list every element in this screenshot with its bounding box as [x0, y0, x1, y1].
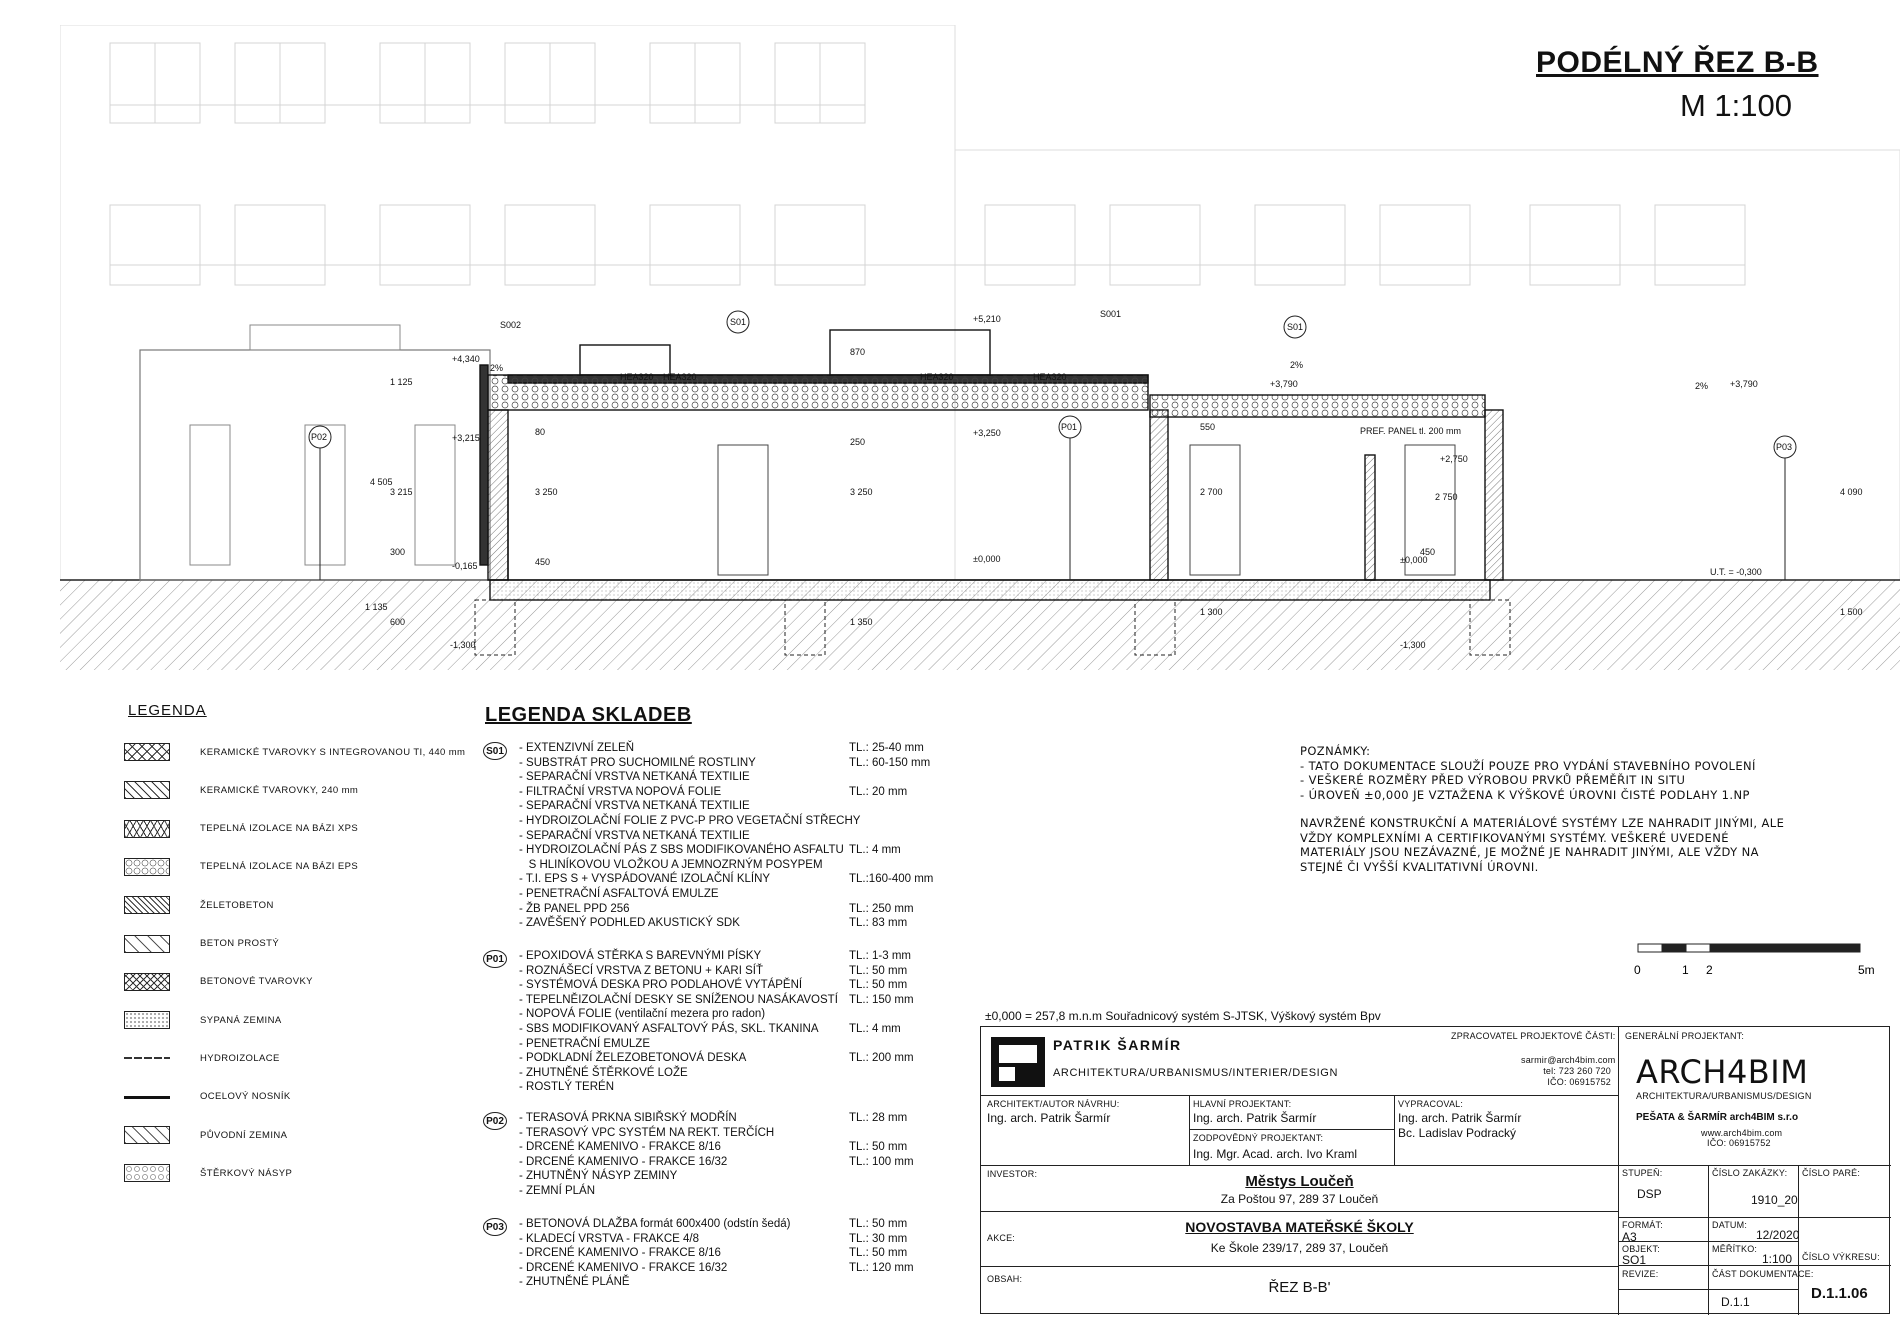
layer-thickness: TL.: 30 mm	[849, 1232, 908, 1245]
label-p03: P03	[1776, 442, 1793, 452]
layer-thickness: TL.: 50 mm	[849, 1218, 908, 1230]
architect-value: Ing. arch. Patrik Šarmír	[987, 1111, 1111, 1125]
legend-label: KERAMICKÉ TVAROVKY, 240 mm	[200, 784, 359, 796]
dim-20: 550	[1200, 422, 1216, 432]
object-label: OBJEKT:	[1622, 1244, 1660, 1254]
layer-row	[519, 1218, 908, 1232]
layer-group-code: P01	[483, 950, 507, 968]
layer-text: - DRCENÉ KAMENIVO - FRAKCE 16/32	[519, 1261, 728, 1274]
general-designer-firm: PEŠATA & ŠARMÍR arch4BIM s.r.o	[1636, 1112, 1799, 1123]
stage-value: DSP	[1637, 1187, 1662, 1201]
layer-group-code: S01	[483, 742, 507, 760]
label-hea4: HEA320	[1033, 372, 1067, 382]
layer-text: - SEPARAČNÍ VRSTVA NETKANÁ TEXTILIE	[519, 829, 750, 842]
layer-text: - SEPARAČNÍ VRSTVA NETKANÁ TEXTILIE	[519, 771, 750, 784]
lead-designer-label: HLAVNÍ PROJEKTANT:	[1193, 1099, 1292, 1109]
layer-row	[519, 1067, 688, 1081]
date-label: DATUM:	[1712, 1220, 1748, 1230]
background-windows	[110, 43, 1745, 285]
layer-group-code: P02	[483, 1112, 507, 1130]
legend-swatch	[124, 1049, 170, 1067]
notes-para-4: STEJNÉ ČI VYŠŠÍ KVALITATIVNÍ ÚROVNI.	[1300, 859, 1539, 874]
layer-thickness: TL.: 50 mm	[849, 979, 908, 992]
order-number-value: 1910_20	[1751, 1193, 1798, 1207]
label-pref-panel: PREF. PANEL tl. 200 mm	[1360, 426, 1462, 436]
architect-label: ARCHITEKT/AUTOR NÁVRHU:	[987, 1099, 1120, 1109]
legend-swatch	[124, 743, 170, 761]
responsible-designer-label: ZODPOVĚDNÝ PROJEKTANT:	[1193, 1133, 1324, 1143]
notes-line-2: - VEŠKERÉ ROZMĚRY PŘED VÝROBOU PRVKŮ PŘEMĚŘIT IN SITU	[1300, 773, 1686, 787]
layer-row	[519, 1170, 677, 1184]
layer-thickness: TL.: 1-3 mm	[849, 950, 911, 962]
label-hea3: HEA320	[920, 372, 954, 382]
legend-swatch	[124, 896, 170, 914]
layer-text: - DRCENÉ KAMENIVO - FRAKCE 8/16	[519, 1141, 721, 1154]
investor-label: INVESTOR:	[987, 1169, 1038, 1179]
layer-row	[519, 771, 750, 785]
level-9: +2,750	[1440, 454, 1468, 464]
legend-label: PŮVODNÍ ZEMINA	[200, 1129, 288, 1141]
dim-7: 450	[535, 557, 551, 567]
zpracovatel-email: sarmir@arch4bim.com	[1521, 1055, 1616, 1065]
label-s001: S001	[1100, 309, 1122, 319]
layer-thickness: TL.: 50 mm	[849, 1141, 908, 1154]
investor-address: Za Poštou 97, 289 37 Loučeň	[1220, 1192, 1379, 1206]
layer-text: - ZHUTNĚNÝ NÁSYP ZEMINY	[519, 1170, 678, 1183]
layer-row	[519, 1052, 914, 1066]
label-s002: S002	[500, 320, 522, 330]
slope-1: 2%	[490, 363, 504, 373]
legend-item	[124, 741, 465, 763]
section-drawing	[60, 25, 1900, 670]
dim-15: 2 750	[1435, 492, 1458, 502]
content-value: ŘEZ B-B'	[1268, 1279, 1331, 1296]
notes-para-2: VŽDY KOMPLEXNÍMI A CERTIFIKOVANÝMI SYSTÉMY. VEŠKERÉ UVEDENÉ	[1300, 830, 1729, 845]
general-designer-web: www.arch4bim.com	[1701, 1128, 1783, 1138]
lead-designer-value: Ing. arch. Patrik Šarmír	[1193, 1111, 1317, 1125]
legend-item	[124, 1086, 291, 1108]
legend-swatch	[124, 1126, 170, 1144]
revision-label: REVIZE:	[1622, 1269, 1659, 1279]
scale-value: 1:100	[1762, 1252, 1793, 1266]
layer-row	[519, 1127, 774, 1141]
layer-text: - ROSTLÝ TERÉN	[519, 1081, 614, 1094]
firm-name: PATRIK ŠARMÍR	[1053, 1037, 1182, 1053]
notes	[1300, 744, 1784, 874]
dim-6: 600	[390, 617, 406, 627]
layer-text: - DRCENÉ KAMENIVO - FRAKCE 16/32	[519, 1155, 728, 1168]
layer-row	[519, 830, 750, 844]
label-s01b: S01	[1287, 322, 1304, 332]
layer-row	[519, 1008, 765, 1022]
layer-row	[519, 1155, 914, 1170]
prepared-by-label: VYPRACOVAL:	[1398, 1099, 1464, 1109]
order-number-label: ČÍSLO ZAKÁZKY:	[1712, 1168, 1788, 1178]
legend-label: ŽELETOBETON	[200, 899, 274, 911]
legend-label: BETONOVÉ TVAROVKY	[200, 976, 313, 988]
content-label: OBSAH:	[987, 1274, 1023, 1284]
layer-thickness: TL.: 83 mm	[849, 917, 908, 930]
layers-title: LEGENDA SKLADEB	[485, 704, 692, 726]
notes-para-1: NAVRŽENÉ KONSTRUKČNÍ A MATERIÁLOVÉ SYSTÉMY LZE NAHRADIT JINÝMI, ALE	[1300, 816, 1785, 830]
layer-text: - BETONOVÁ DLAŽBA formát 600x400 (odstín šedá)	[519, 1218, 791, 1230]
project-value: NOVOSTAVBA MATEŘSKÉ ŠKOLY	[1185, 1219, 1414, 1235]
drawing-title: PODÉLNÝ ŘEZ B-B	[1536, 46, 1819, 79]
layer-thickness: TL.: 4 mm	[849, 1023, 901, 1035]
legend-item	[124, 1009, 282, 1031]
format-label: FORMÁT:	[1622, 1220, 1663, 1230]
dim-3: 4 505	[370, 477, 393, 487]
layer-row	[519, 859, 823, 873]
layer-row	[519, 917, 908, 931]
legend-swatch	[124, 820, 170, 838]
legend-item	[124, 933, 279, 955]
legend-label: KERAMICKÉ TVAROVKY S INTEGROVANOU TI, 440 mm	[200, 746, 466, 758]
layer-thickness: TL.: 25-40 mm	[849, 742, 924, 754]
legend-label: OCELOVÝ NOSNÍK	[200, 1091, 291, 1103]
dim-19: 450	[1420, 547, 1436, 557]
layer-text: - ZEMNÍ PLÁN	[519, 1185, 596, 1197]
layer-text: - FILTRAČNÍ VRSTVA NOPOVÁ FOLIE	[519, 785, 722, 798]
layer-text: - ZHUTNĚNÉ PLÁNĚ	[519, 1276, 630, 1289]
dim-4: 300	[390, 547, 406, 557]
level-8: +3,790	[1270, 379, 1298, 389]
zpracovatel-label: ZPRACOVATEL PROJEKTOVÉ ČÁSTI:	[1451, 1031, 1616, 1041]
layer-text: - TERASOVÁ PRKNA SIBIŘSKÝ MODŘÍN	[519, 1112, 737, 1124]
layer-thickness: TL.: 60-150 mm	[849, 756, 931, 769]
layer-row	[519, 815, 860, 829]
layer-text: - T.I. EPS S + VYSPÁDOVANÉ IZOLAČNÍ KLÍNY	[519, 873, 771, 886]
dim-8: 3 250	[535, 487, 558, 497]
investor-value: Městys Loučeň	[1245, 1173, 1354, 1190]
level-7: ±0,000	[973, 554, 1001, 564]
layer-row	[519, 993, 914, 1008]
layer-row	[519, 756, 931, 771]
label-s01a: S01	[730, 317, 747, 327]
slope-3: 2%	[1695, 381, 1709, 391]
level-4: -1,300	[450, 640, 476, 650]
stage-label: STUPEŇ:	[1622, 1168, 1663, 1178]
layer-text: - KLADECÍ VRSTVA - FRAKCE 4/8	[519, 1232, 700, 1245]
scale-bar	[1630, 940, 1890, 990]
legend-swatch	[124, 781, 170, 799]
layer-text: - TERASOVÝ VPC SYSTÉM NA REKT. TERČÍCH	[519, 1126, 775, 1139]
layer-text: - HYDROIZOLAČNÍ FOLIE Z PVC-P PRO VEGETAČNÍ STŘECHY	[519, 815, 861, 827]
layer-row	[519, 844, 901, 858]
layer-text: - PODKLADNÍ ŽELEZOBETONOVÁ DESKA	[519, 1052, 747, 1065]
layer-thickness: TL.: 20 mm	[849, 785, 908, 798]
dim-9: 80	[535, 427, 546, 437]
layer-thickness: TL.: 250 mm	[849, 902, 914, 915]
layer-text: - PENETRAČNÍ EMULZE	[519, 1037, 650, 1050]
legend-title: LEGENDA	[128, 702, 207, 719]
layer-thickness: TL.: 50 mm	[849, 1247, 908, 1260]
level-2: +3,215	[452, 433, 480, 443]
layer-row	[519, 1185, 595, 1199]
layer-row	[519, 1112, 908, 1126]
layer-row	[519, 742, 924, 756]
label-hea1: HEA320	[620, 372, 654, 382]
general-designer-ico: IČO: 06915752	[1707, 1138, 1771, 1148]
object-value: SO1	[1622, 1253, 1647, 1267]
layer-row	[519, 785, 908, 800]
layer-row	[519, 873, 934, 887]
legend-label: TEPELNÁ IZOLACE NA BÁZI XPS	[200, 823, 359, 835]
layer-row	[519, 1081, 614, 1095]
date-value: 12/2020	[1756, 1228, 1800, 1242]
scale-tick-5: 5m	[1858, 963, 1875, 977]
level-13: -1,300	[1400, 640, 1426, 650]
legend-item	[124, 894, 274, 916]
dim-5: 1 135	[365, 602, 388, 612]
zpracovatel-ico: IČO: 06915752	[1547, 1077, 1611, 1087]
doc-part-label: ČÁST DOKUMENTACE:	[1712, 1269, 1814, 1279]
legend-label: SYPANÁ ZEMINA	[200, 1014, 282, 1026]
legend-swatch	[124, 973, 170, 991]
legend-label: TEPELNÁ IZOLACE NA BÁZI EPS	[200, 861, 359, 873]
label-p02: P02	[311, 432, 328, 442]
level-11: +3,790	[1730, 379, 1758, 389]
layer-text: - ROZNÁŠECÍ VRSTVA Z BETONU + KARI SÍŤ	[519, 964, 763, 977]
dim-11: 3 250	[850, 487, 873, 497]
drawing-scale: M 1:100	[1680, 88, 1793, 123]
layer-text: - SBS MODIFIKOVANÝ ASFALTOVÝ PÁS, SKL. TKANINA	[519, 1023, 819, 1035]
layer-text: - EXTENZIVNÍ ZELEŇ	[519, 742, 635, 754]
layer-row	[519, 888, 719, 902]
general-designer-label: GENERÁLNÍ PROJEKTANT:	[1625, 1031, 1745, 1041]
layer-text: - HYDROIZOLAČNÍ PÁS Z SBS MODIFIKOVANÉHO ASFALTU	[519, 844, 844, 857]
layer-thickness: TL.: 4 mm	[849, 844, 901, 857]
layer-text: - ŽB PANEL PPD 256	[519, 902, 630, 915]
doc-part-value: D.1.1	[1721, 1295, 1750, 1309]
legend-item	[124, 1047, 280, 1069]
layer-text: - SEPARAČNÍ VRSTVA NETKANÁ TEXTILIE	[519, 800, 750, 813]
legend-swatch	[124, 1088, 170, 1106]
layer-text: - ZAVĚŠENÝ PODHLED AKUSTICKÝ SDK	[519, 917, 740, 930]
notes-heading: POZNÁMKY:	[1300, 744, 1371, 758]
layer-text: - PENETRAČNÍ ASFALTOVÁ EMULZE	[519, 888, 719, 900]
layer-row	[519, 902, 914, 917]
firm-subtitle: ARCHITEKTURA/URBANISMUS/INTERIER/DESIGN	[1053, 1067, 1338, 1079]
general-designer-subtitle: ARCHITEKTURA/URBANISMUS/DESIGN	[1636, 1091, 1812, 1101]
notes-line-3: - ÚROVEŇ ±0,000 JE VZTAŽENA K VÝŠKOVÉ ÚROVNI ČISTÉ PODLAHY 1.NP	[1300, 787, 1750, 802]
dim-14: 1 300	[1200, 607, 1223, 617]
legend-item	[124, 1162, 292, 1184]
layer-text: - SYSTÉMOVÁ DESKA PRO PODLAHOVÉ VYTÁPĚNÍ	[519, 979, 803, 992]
dim-2: 3 215	[390, 487, 413, 497]
legend-item	[124, 856, 358, 878]
label-p01: P01	[1061, 422, 1078, 432]
layer-thickness: TL.: 120 mm	[849, 1261, 914, 1274]
level-3: -0,165	[452, 561, 478, 571]
legend-swatch	[124, 935, 170, 953]
level-10: ±0,000	[1400, 555, 1428, 565]
layer-thickness: TL.: 50 mm	[849, 964, 908, 977]
level-1: +4,340	[452, 354, 480, 364]
layer-row	[519, 1276, 630, 1290]
slope-2: 2%	[1290, 360, 1304, 370]
responsible-designer-value: Ing. Mgr. Acad. arch. Ivo Kraml	[1193, 1147, 1358, 1161]
project-label: AKCE:	[987, 1233, 1016, 1243]
dim-13: 2 700	[1200, 487, 1223, 497]
legend-item	[124, 1124, 287, 1146]
legend-label: ŠTĚRKOVÝ NÁSYP	[200, 1167, 293, 1179]
layer-row	[519, 1023, 901, 1037]
dim-1: 1 125	[390, 377, 413, 387]
layer-row	[519, 979, 908, 993]
legend-item	[124, 818, 358, 840]
coordinate-note: ±0,000 = 257,8 m.n.m Souřadnicový systém S-JTSK, Výškový systém Bpv	[985, 1009, 1381, 1023]
project-address: Ke Škole 239/17, 289 37, Loučeň	[1210, 1241, 1389, 1255]
dim-16: 4 090	[1840, 487, 1863, 497]
layer-thickness: TL.: 150 mm	[849, 993, 914, 1006]
general-designer-logo: ARCH4BIM	[1636, 1053, 1809, 1091]
layer-thickness: TL.:160-400 mm	[849, 873, 934, 886]
scale-tick-0: 0	[1634, 963, 1641, 977]
level-5: +5,210	[973, 314, 1001, 324]
format-value: A3	[1622, 1230, 1637, 1244]
layer-row	[519, 1038, 650, 1052]
layer-text: - NOPOVÁ FOLIE (ventilační mezera pro radon)	[519, 1008, 766, 1021]
layer-row	[519, 1141, 908, 1155]
prepared-by-value-1: Ing. arch. Patrik Šarmír	[1398, 1111, 1522, 1125]
legend-item	[124, 779, 358, 801]
drawing-number-label: ČÍSLO VÝKRESU:	[1802, 1252, 1880, 1262]
dim-12: 1 350	[850, 617, 873, 627]
layer-row	[519, 1232, 908, 1247]
legend-item	[124, 971, 313, 993]
layer-group-code: P03	[483, 1218, 507, 1236]
legend-swatch	[124, 1164, 170, 1182]
legend-swatch	[124, 1011, 170, 1029]
level-12: U.T. = -0,300	[1710, 567, 1762, 577]
copy-number-label: ČÍSLO PARÉ:	[1802, 1168, 1861, 1178]
layer-text: - DRCENÉ KAMENIVO - FRAKCE 8/16	[519, 1247, 721, 1260]
label-hea2: HEA320	[663, 372, 697, 382]
notes-para-3: MATERIÁLY JSOU NEZÁVAZNÉ, JE MOŽNÉ JE NAHRADIT JINÝMI, ALE VŽDY NA	[1300, 845, 1759, 859]
layer-thickness: TL.: 200 mm	[849, 1052, 914, 1065]
layer-text: - ZHUTNĚNÉ ŠTĚRKOVÉ LOŽE	[519, 1066, 688, 1079]
layer-text: - TEPELNĚIZOLAČNÍ DESKY SE SNÍŽENOU NASÁKAVOSTÍ	[519, 993, 838, 1006]
firm-logo	[991, 1037, 1045, 1087]
scale-label: MĚŘÍTKO:	[1712, 1244, 1758, 1254]
notes-line-1: - TATO DOKUMENTACE SLOUŽÍ POUZE PRO VYDÁNÍ STAVEBNÍHO POVOLENÍ	[1300, 758, 1756, 773]
layer-row	[519, 964, 908, 979]
prepared-by-value-2: Bc. Ladislav Podracký	[1398, 1126, 1517, 1140]
scale-tick-1: 1	[1682, 963, 1689, 977]
title-block	[980, 1026, 1890, 1314]
layer-row	[519, 1247, 908, 1261]
level-6: +3,250	[973, 428, 1001, 438]
layer-text: S HLINÍKOVOU VLOŽKOU A JEMNOZRNÝM POSYPEM	[519, 858, 823, 871]
zpracovatel-tel: tel: 723 260 720	[1543, 1066, 1611, 1076]
drawing-number-value: D.1.1.06	[1811, 1285, 1868, 1302]
layer-thickness: TL.: 28 mm	[849, 1112, 908, 1124]
legend-swatch	[124, 858, 170, 876]
layer-row	[519, 1261, 914, 1276]
layer-row	[519, 800, 750, 814]
layer-thickness: TL.: 100 mm	[849, 1155, 914, 1168]
layer-row	[519, 950, 911, 964]
dim-17: 1 500	[1840, 607, 1863, 617]
scale-tick-2: 2	[1706, 963, 1713, 977]
layer-text: - SUBSTRÁT PRO SUCHOMILNÉ ROSTLINY	[519, 756, 756, 769]
dim-18: 250	[850, 437, 866, 447]
legend-label: HYDROIZOLACE	[200, 1052, 280, 1064]
layer-text: - EPOXIDOVÁ STĚRKA S BAREVNÝMI PÍSKY	[519, 950, 762, 962]
legend-label: BETON PROSTÝ	[200, 938, 280, 949]
dim-10: 870	[850, 347, 866, 357]
